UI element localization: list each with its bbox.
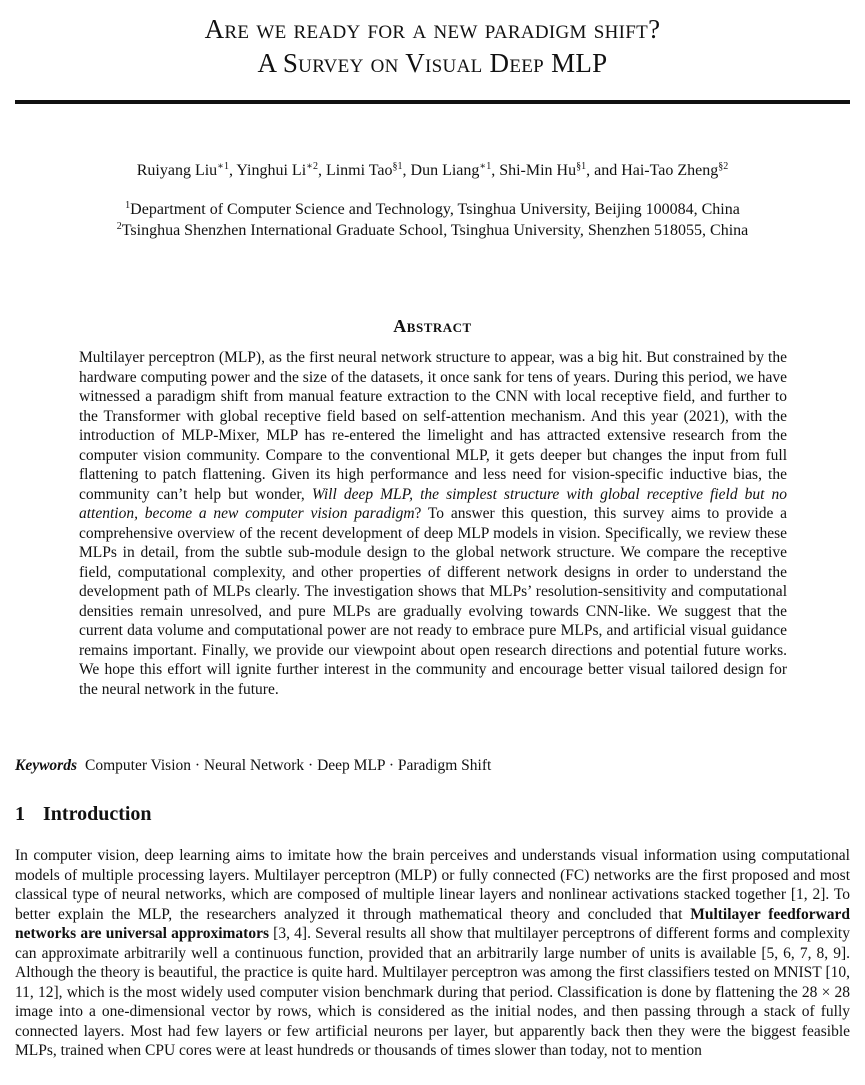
abstract-text-1: Multilayer perceptron (MLP), as the first neural network structure to appear, was a big hit. But constrained by the hardware computing power and the size of the datasets, it once sank for tens of years. During this period, we have witnessed a paradigm shift from manual feature extraction to the CNN with local receptive field, and further to the Transformer with global receptive field based on self-attention mechanism. And this year (2021), with the introduction of MLP-Mixer, MLP has re-entered the limelight and has attracted extensive research from the computer vision community. Compare to the conventional MLP, it gets deeper but changes the input from full flattening to patch flattening. Given its high performance and less need for vision-specific inductive bias, the community can’t help but wonder, (79, 349, 787, 503)
introduction-body (15, 846, 850, 1061)
author-mark: §1 (392, 161, 403, 172)
keywords (15, 756, 850, 776)
affiliation (0, 220, 865, 241)
affiliation-mark: 2 (116, 221, 122, 232)
author-mark: §1 (576, 161, 587, 172)
author-name: Shi-Min Hu (499, 162, 577, 179)
affiliation-text: Tsinghua Shenzhen International Graduate School, Tsinghua University, Shenzhen 518055, China (121, 222, 749, 239)
affiliation (0, 199, 865, 220)
author-name: Linmi Tao (325, 162, 393, 179)
intro-text-1: In computer vision, deep learning aims to imitate how the brain perceives and understands visual information using computational models of multiple processing layers. Multilayer perceptron (MLP) or fully connected (FC) networks are the first proposed and most classical type of neural networks, which are composed of multiple linear layers and nonlinear activations stacked together [1, 2]. To better explain the MLP, the researchers analyzed it through mathematical theory and concluded that (15, 847, 850, 923)
section-title: Introduction (43, 803, 152, 825)
abstract-text-2: ? To answer this question, this survey aims to provide a comprehensive overview of the recent development of deep MLP models in vision. Specifically, we review these MLPs in detail, from the subtle sub-module design to the global network structure. We compare the receptive field, computational complexity, and other properties of different network designs in order to understand the development path of MLPs clearly. The investigation shows that MLPs’ resolution-sensitivity and computational densities remain unresolved, and pure MLPs are gradually evolving towards CNN-like. We suggest that the current data volume and computational power are not ready to embrace pure MLPs, and artificial visual guidance remains important. Finally, we provide our viewpoint about open research directions and potential future works. We hope this effort will ignite further interest in the community and encourage better visual tailored design for the neural network in the future. (79, 505, 787, 698)
abstract-body (79, 348, 787, 699)
title-line-1: Are we ready for a new paradigm shift? (204, 14, 661, 44)
author-name: Yinghui Li (236, 162, 307, 179)
author-mark: §2 (718, 161, 729, 172)
affiliation-list (0, 199, 865, 241)
intro-text-2: [3, 4]. Several results all show that multilayer perceptrons of different forms and complexity can approximate arbitrarily well a continuous function, provided that an arbitrarily large number of units is available [5, 6, 7, 8, 9]. Although the theory is beautiful, the practice is quite hard. Multilayer perceptron was among the first classifiers tested on MNIST [10, 11, 12], which is the most widely used computer vision benchmark during that period. Classification is done by flattening the 28 × 28 image into a one-dimensional vector by rows, which is considered as the initial nodes, and then passing through a stack of fully connected layers. Most had few layers or few artificial neurons per layer, but apparently back then they were the biggest feasible MLPs, trained when CPU cores were at least hundreds or thousands of times slower than today, not to mention (15, 925, 850, 1059)
abstract-question: Will deep MLP, the simplest structure with global receptive field but no attention, become a new computer vision paradigm (79, 485, 788, 522)
abstract-heading: Abstract (393, 316, 472, 336)
author-list: Ruiyang Liu$^{∗1}$, Yinghui $Li^{∗2}$, Linmi Tao$^{\S 1}$, Dun Liang$^{∗1}$, Shi-Min Hu$^{\S 1}$, and Hai-Tao Zheng$^{\S 2}$ (136, 161, 729, 179)
keywords-label: Keywords (15, 757, 77, 774)
author-name: Hai-Tao Zheng (621, 162, 719, 179)
keywords-text: Computer Vision · Neural Network · Deep MLP · Paradigm Shift (85, 757, 492, 774)
intro-bold-claim: Multilayer feedforward networks are universal approximators (15, 905, 851, 942)
author-name: Ruiyang Liu (136, 162, 218, 179)
author-mark: ∗1 (217, 161, 229, 172)
author-name: Dun Liang (410, 162, 480, 179)
title-line-2: A Survey on Visual Deep MLP (257, 48, 608, 78)
affiliation-text: Department of Computer Science and Technology, Tsinghua University, Beijing 100084, China (130, 201, 740, 218)
author-mark: ∗1 (479, 161, 492, 172)
affiliation-mark: 1 (125, 200, 131, 211)
section-heading (15, 801, 850, 827)
author-mark: ∗2 (306, 161, 318, 172)
paper-title (0, 12, 865, 80)
title-rule (15, 100, 850, 104)
section-number: 1 (15, 803, 25, 825)
